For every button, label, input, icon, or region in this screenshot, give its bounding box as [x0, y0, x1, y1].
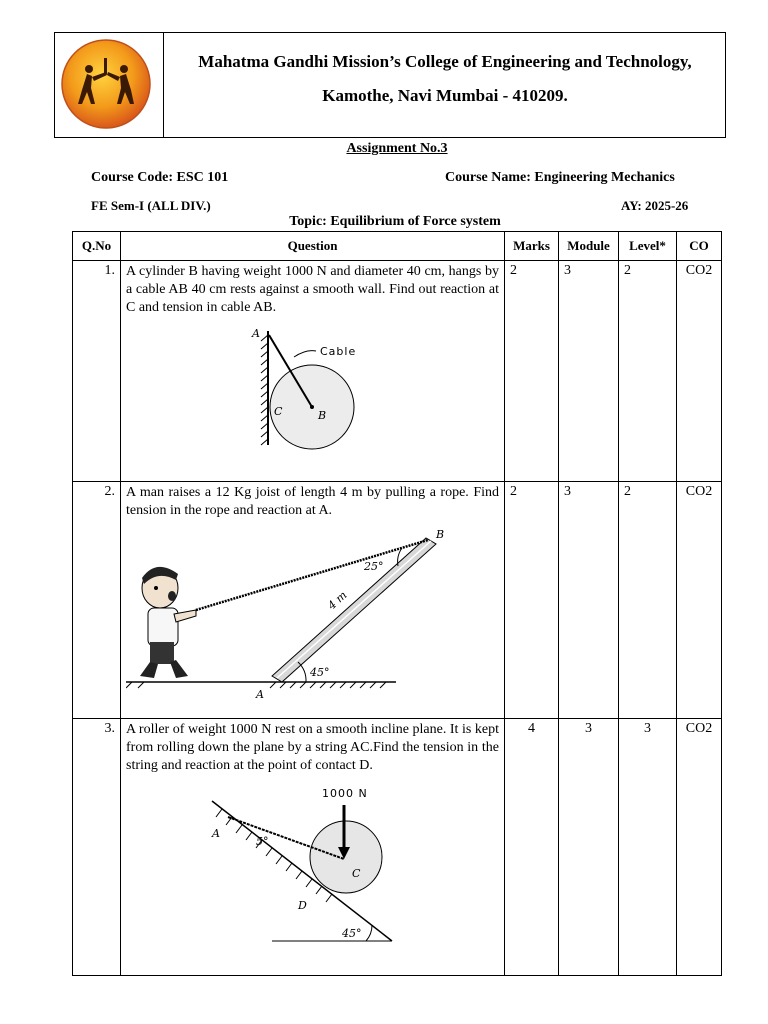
label-a: A: [212, 827, 220, 840]
header-qno: Q.No: [73, 232, 121, 261]
table-row: [73, 261, 722, 482]
assignment-title: Assignment No.3: [346, 141, 448, 156]
course-code: Course Code: ESC 101: [91, 170, 229, 185]
qno-cell: 2.: [73, 482, 121, 719]
header-co: CO: [677, 232, 722, 261]
academic-year: AY: 2025-26: [621, 198, 689, 213]
marks-cell: 4: [505, 719, 559, 976]
angle-incline: 45°: [342, 927, 362, 940]
level-cell: 2: [619, 482, 677, 719]
table-row: [73, 482, 722, 719]
angle-45: 45°: [310, 666, 330, 679]
label-b: B: [436, 528, 445, 541]
cylinder-wall-figure: [126, 323, 498, 453]
topic: Topic: Equilibrium of Force system: [289, 214, 501, 229]
qno-cell: 1.: [73, 261, 121, 482]
label-b: B: [318, 409, 327, 422]
header-level: Level*: [619, 232, 677, 261]
module-cell: 3: [559, 719, 619, 976]
co-cell: CO2: [677, 261, 722, 482]
co-cell: CO2: [677, 482, 722, 719]
question-cell: [121, 719, 505, 976]
label-a: A: [252, 327, 260, 340]
level-cell: 3: [619, 719, 677, 976]
module-cell: 3: [559, 261, 619, 482]
joist-rope-figure: [126, 526, 498, 706]
table-row: [73, 719, 722, 976]
college-address: Kamothe, Navi Mumbai - 410209.: [322, 86, 568, 105]
qno-cell: 3.: [73, 719, 121, 976]
co-cell: CO2: [677, 719, 722, 976]
question-text: A roller of weight 1000 N rest on a smooth incline plane. It is kept from rolling down the plane by a string AC.Find the tension in the string and reaction at the point of contact D.: [126, 722, 499, 773]
question-cell: [121, 261, 505, 482]
level-cell: 2: [619, 261, 677, 482]
logo-cell: [54, 32, 164, 138]
course-name: Course Name: Engineering Mechanics: [445, 170, 675, 185]
table-header-row: [73, 232, 722, 261]
question-table: [72, 231, 722, 976]
label-c: C: [352, 867, 361, 880]
question-text: A cylinder B having weight 1000 N and diameter 40 cm, hangs by a cable AB 40 cm rests against a smooth wall. Find out reaction at C and tension in cable AB.: [126, 264, 499, 315]
college-name: Mahatma Gandhi Mission’s College of Engineering and Technology,: [198, 52, 692, 71]
length-label: 4 m: [325, 588, 350, 613]
angle-string: 5°: [256, 835, 269, 848]
load-label: 1000 N: [322, 787, 368, 800]
question-cell: [121, 482, 505, 719]
label-cable: Cable: [320, 345, 357, 358]
question-text: A man raises a 12 Kg joist of length 4 m by pulling a rope. Find tension in the rope and reaction at A.: [126, 485, 499, 518]
marks-cell: 2: [505, 482, 559, 719]
header-question: Question: [121, 232, 505, 261]
header-module: Module: [559, 232, 619, 261]
semester: FE Sem-I (ALL DIV.): [91, 198, 211, 213]
label-a: A: [256, 688, 264, 701]
man-figure: [140, 567, 196, 678]
header-marks: Marks: [505, 232, 559, 261]
mgm-logo-icon: [54, 32, 164, 138]
label-d: D: [298, 899, 307, 912]
module-cell: 3: [559, 482, 619, 719]
angle-25: 25°: [364, 560, 384, 573]
roller-incline-figure: [126, 781, 498, 951]
label-c: C: [274, 405, 283, 418]
marks-cell: 2: [505, 261, 559, 482]
